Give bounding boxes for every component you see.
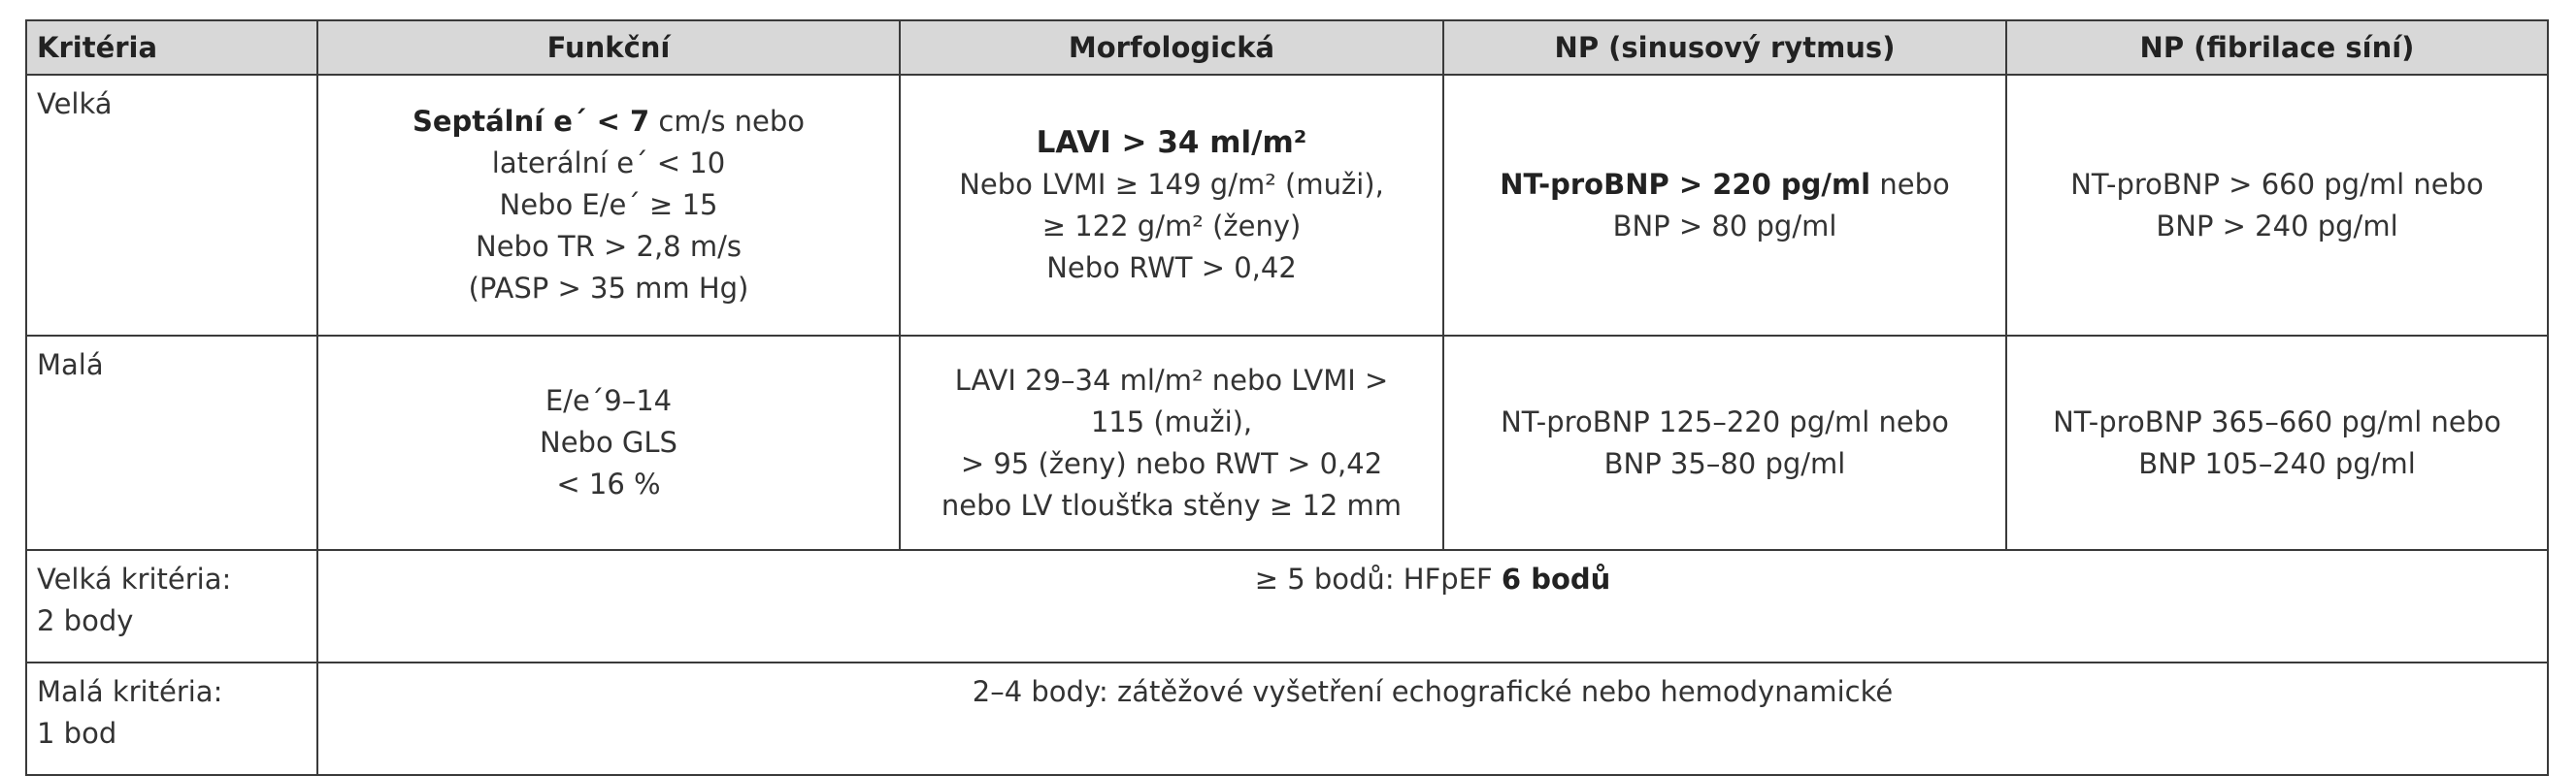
- row-label-mala: Malá: [26, 336, 317, 550]
- cell-mala-np-sinus: [1443, 336, 2006, 550]
- cell-line: BNP > 240 pg/ml: [2156, 209, 2398, 242]
- table-row-mala-kriteria: [26, 663, 2548, 775]
- header-morfologicka: Morfologická: [900, 20, 1443, 75]
- cell-mala-morfologicka: [900, 336, 1443, 550]
- cell-mala-kriteria-result: 2–4 body: zátěžové vyšetření echografické nebo hemodynamické: [317, 663, 2548, 775]
- cell-mala-np-fibrilace: [2006, 336, 2548, 550]
- criteria-table: [25, 19, 2549, 776]
- bold-text: 6 bodů: [1501, 563, 1611, 596]
- label-line: 2 body: [37, 604, 134, 637]
- table-row-velka: [26, 75, 2548, 336]
- cell-line: nebo LV tloušťka stěny ≥ 12 mm: [941, 488, 1403, 522]
- cell-velka-kriteria-result: [317, 550, 2548, 663]
- cell-line: BNP > 80 pg/ml: [1612, 209, 1837, 242]
- cell-line: LAVI 29–34 ml/m² nebo LVMI >: [954, 363, 1389, 397]
- cell-line: NT-proBNP 125–220 pg/ml nebo: [1501, 404, 1949, 438]
- cell-line: Nebo E/e´ ≥ 15: [499, 188, 718, 221]
- header-np-fibrilace: NP (fibrilace síní): [2006, 20, 2548, 75]
- cell-line: laterální e´ < 10: [491, 146, 726, 179]
- header-funkcni: Funkční: [317, 20, 900, 75]
- text: cm/s nebo: [649, 105, 806, 138]
- row-label-mala-kriteria: [26, 663, 317, 775]
- cell-line: NT-proBNP > 660 pg/ml nebo: [2070, 167, 2484, 201]
- cell-mala-funkcni: [317, 336, 900, 550]
- cell-line: Nebo GLS: [540, 426, 677, 459]
- cell-line-bold: LAVI > 34 ml/m²: [1036, 124, 1307, 160]
- header-row: [26, 20, 2548, 75]
- header-np-sinus: NP (sinusový rytmus): [1443, 20, 2006, 75]
- cell-line: < 16 %: [556, 468, 661, 501]
- row-label-velka: Velká: [26, 75, 317, 336]
- bold-text: NT-proBNP > 220 pg/ml: [1500, 167, 1871, 201]
- label-line: Malá kritéria:: [37, 675, 223, 708]
- cell-line: > 95 (ženy) nebo RWT > 0,42: [960, 446, 1383, 480]
- label-line: Velká kritéria:: [37, 563, 232, 596]
- cell-line: Nebo TR > 2,8 m/s: [476, 230, 742, 263]
- cell-line: NT-proBNP 365–660 pg/ml nebo: [2053, 404, 2501, 438]
- row-label-velka-kriteria: [26, 550, 317, 663]
- table-row-mala: [26, 336, 2548, 550]
- cell-line: (PASP > 35 mm Hg): [468, 272, 749, 305]
- cell-line: 115 (muži),: [1090, 404, 1253, 438]
- text: nebo: [1870, 167, 1950, 201]
- cell-line: [1454, 164, 1996, 206]
- text: ≥ 5 bodů: HFpEF: [1254, 563, 1502, 596]
- bold-text: Septální e´ < 7: [412, 105, 650, 138]
- table-row-velka-kriteria: [26, 550, 2548, 663]
- cell-line: BNP 35–80 pg/ml: [1603, 446, 1846, 480]
- cell-line: E/e´9–14: [545, 384, 673, 417]
- document-body: [25, 19, 2547, 776]
- header-kriteria: Kritéria: [26, 20, 317, 75]
- label-line: 1 bod: [37, 717, 117, 750]
- cell-velka-np-fibrilace: [2006, 75, 2548, 336]
- cell-line: BNP 105–240 pg/ml: [2138, 446, 2416, 480]
- cell-velka-np-sinus: [1443, 75, 2006, 336]
- cell-velka-morfologicka: [900, 75, 1443, 336]
- cell-line: Nebo RWT > 0,42: [1046, 250, 1297, 284]
- cell-line: [328, 101, 889, 143]
- cell-line: Nebo LVMI ≥ 149 g/m² (muži),: [959, 167, 1384, 201]
- cell-velka-funkcni: [317, 75, 900, 336]
- cell-line: ≥ 122 g/m² (ženy): [1041, 209, 1302, 242]
